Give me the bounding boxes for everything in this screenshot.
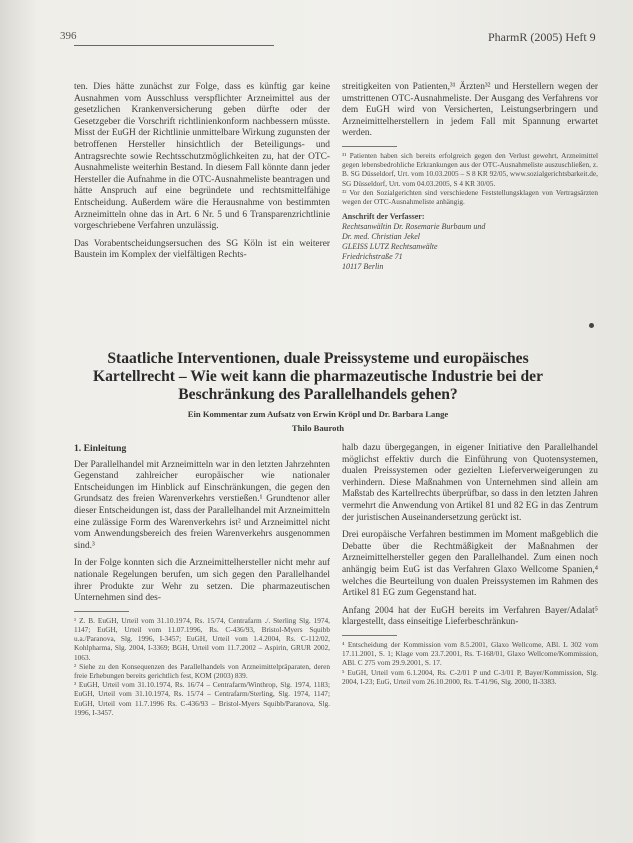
body-paragraph: halb dazu übergegangen, in eigener Initiative den Parallelhandel möglichst effektiv durch die Einführung von Quotensystemen, dualen Preissystemen oder gezielten Lieferverweigerungen zu verhindern. Diese Maßnahmen von Unternehmen sind allein am Maßstab des Kartellrechts überprüfbar, so dass in den letzten Jahren vermehrt die Anwendung von Artikel 81 und 82 EG in das Zentrum der juristischen Auseinandersetzung gerückt ist.: [342, 443, 598, 523]
author-address: [342, 212, 598, 271]
address-line: 10117 Berlin: [342, 261, 384, 271]
footnote: ³¹ Patienten haben sich bereits erfolgreich gegen den Verlust gewehrt, Arzneimittel gegen lebensbedrohliche Erkrankungen aus der OTC-Ausnahmeliste auszuschließen, z. B. SG Düsseldorf, Urt. vom 10.03.2005 – S 8 KR 92/05, www.sozialgerichtsbarkeit.de, SG Düsseldorf, Urt. vom 04.03.2005, S 4 KR 30/05.: [342, 150, 598, 188]
footnote: ¹ Z. B. EuGH, Urteil vom 31.10.1974, Rs. 15/74, Centrafarm ./. Sterling Slg. 1974, 1147; EuGH, Urteil vom 11.07.1996, Rs. C-436/93, Bristol-Myers Squibb u.a./Paranova, Slg. 1996, I-3457; EuGH, Urteil vom 1.4.2004, Rs. C-112/02, Kohlpharma, Slg. 2004, I-3369; BGH, Urteil vom 11.7.2002 – Aspirin, GRUR 2002, 1063.: [74, 615, 330, 662]
section-heading: 1. Einleitung: [74, 443, 127, 454]
footnote: ³² Vor den Sozialgerichten sind verschiedene Feststellungsklagen von Vertragsärzten wegen der OTC-Ausnahmeliste anhängig.: [342, 187, 598, 206]
section-left-column: [74, 443, 330, 717]
address-line: Rechtsanwältin Dr. Rosemarie Burbaum und: [342, 222, 486, 232]
body-paragraph: Anfang 2004 hat der EuGH bereits im Verfahren Bayer/Adalat⁵ klargestellt, dass einseitige Lieferbeschränkun-: [342, 605, 598, 628]
body-paragraph: streitigkeiten von Patienten,³¹ Ärzten³² und Herstellern wegen der umstrittenen OTC-Ausnahmeliste. Der Ausgang des Verfahrens vor dem EuGH wird von Versicherten, Leistungserbringern und Arzneimittelherstellern in jedem Fall mit Spannung erwartet werden.: [342, 82, 598, 139]
footnote: ⁴ Entscheidung der Kommission vom 8.5.2001, Glaxo Wellcome, ABl. L 302 vom 17.11.2001, S. 1; Klage vom 23.7.2001, Rs. T-168/01, Glaxo Wellcome/Kommission, ABl. C 275 vom 29.9.2001, S. 17.: [342, 639, 598, 668]
address-line: GLEISS LUTZ Rechtsanwälte: [342, 241, 438, 251]
body-paragraph: In der Folge konnten sich die Arzneimittelhersteller nicht mehr auf nationale Regelungen berufen, um sich gegen den Parallelhandel ihrer Produkte zur Wehr zu setzen. Die pharmazeutischen Unternehmen sind des-: [74, 558, 330, 604]
body-paragraph: ten. Dies hätte zunächst zur Folge, dass es künftig gar keine Ausnahmen vom Ausschluss verspflichter Arzneimittel aus der gesetzlichen Krankenversicherung geben dürfte oder der Gesetzgeber die Vorschrift richtlinienkonform nachbessern müsste. Misst der EuGH der Richtlinie unmittelbare Wirkung zugunsten der betroffenen Hersteller hinsichtlich der Beteiligungs- und Antragsrechte sowie Rechtsschutzmöglichkeiten zu, hat der OTC-Ausnahmeliste weiterhin Bestand. In diesem Fall könnte dann jeder Hersteller die Aufnahme in die OTC-Ausnahmeliste beantragen und hätte Anspruch auf eine begründete und rechtsmittelfähige Entscheidung. Außerdem wäre die Herausnahme von bestimmten Arzneimitteln ohne das in Art. 6 Nr. 5 und 6 Transparenzrichtlinie vorgeschriebene Verfahren unzulässig.: [74, 82, 330, 232]
footnote: ⁵ EuGH, Urteil vom 6.1.2004, Rs. C-2/01 P und C-3/01 P, Bayer/Kommission, Slg. 2004, I-23; EuG, Urteil vom 26.10.2000, Rs. T-41/96, Slg. 2000, II-3383.: [342, 667, 598, 686]
page-number: 396: [60, 30, 77, 42]
body-paragraph: Der Parallelhandel mit Arzneimitteln war in den letzten Jahrzehnten Gegenstand zahlreicher europäischer wie nationaler Entscheidungen im Hinblick auf Einschränkungen, die gegen den Grundsatz des freien Warenverkehrs verstießen.¹ Grundtenor aller dieser Entscheidungen ist, dass der Parallelhandel mit Arzneimitteln eine zulässige Form des Warenverkehrs ist² und Arzneimittel nicht vom Anwendungsbereich des freien Warenverkehrs ausgenommen sind.³: [74, 459, 330, 551]
top-left-column: [74, 82, 330, 262]
article-author: Thilo Bauroth: [291, 423, 345, 433]
address-line: Dr. med. Christian Jekel: [342, 232, 420, 241]
journal-header: PharmR (2005) Heft 9: [488, 30, 596, 44]
header-rule: [74, 45, 274, 46]
article-title: Staatliche Interventionen, duale Preissysteme und europäisches Kartellrecht – Wie weit kann die pharmazeutische Industrie bei der Beschränkung des Parallelhandels gehen?: [92, 350, 544, 403]
top-right-column: [342, 82, 598, 272]
footnote: ² Siehe zu den Konsequenzen des Parallelhandels von Arzneimittelpräparaten, deren freie Erhebungen bereits gerichtlich fest, KOM (2003) 839.: [74, 661, 330, 680]
section-right-column: [342, 443, 598, 686]
footnote-rule: [342, 635, 397, 636]
address-line: Friedrichstraße 71: [342, 251, 403, 261]
body-paragraph: Drei europäische Verfahren bestimmen im Moment maßgeblich die Debatte über die Rechtmäßigkeit der Maßnahmen der Arzneimittelhersteller gegen den Parallelhandel. Zum einen noch anhängig beim EuG ist das Verfahren Glaxo Wellcome Spanien,⁴ welches die Beurteilung von dualen Preissystemen im Rahmen des Artikel 81 EG zum Gegenstand hat.: [342, 530, 598, 599]
address-label: Anschrift der Verfasser:: [342, 212, 425, 222]
footnote-rule: [74, 611, 129, 612]
body-paragraph: Das Vorabentscheidungsersuchen des SG Köln ist ein weiterer Baustein im Komplex der vielfältigen Rechts-: [74, 238, 330, 261]
footnote: ³ EuGH, Urteil vom 31.10.1974, Rs. 16/74 – Centrafarm/Winthrop, Slg. 1974, 1183; EuGH, Urteil vom 31.10.1974, Rs. 15/74 – Centrafarm/Sterling, Slg. 1974, 1147; EuGH, Urteil vom 11.7.1996 Rs. C-436/93 – Bristol-Myers Squibb/Paranova, Slg. 1996, I-3457.: [74, 680, 330, 717]
article-subtitle: Ein Kommentar zum Aufsatz von Erwin Kröpl und Dr. Barbara Lange: [187, 409, 449, 419]
end-mark: [589, 323, 594, 328]
footnote-rule: [342, 146, 397, 147]
